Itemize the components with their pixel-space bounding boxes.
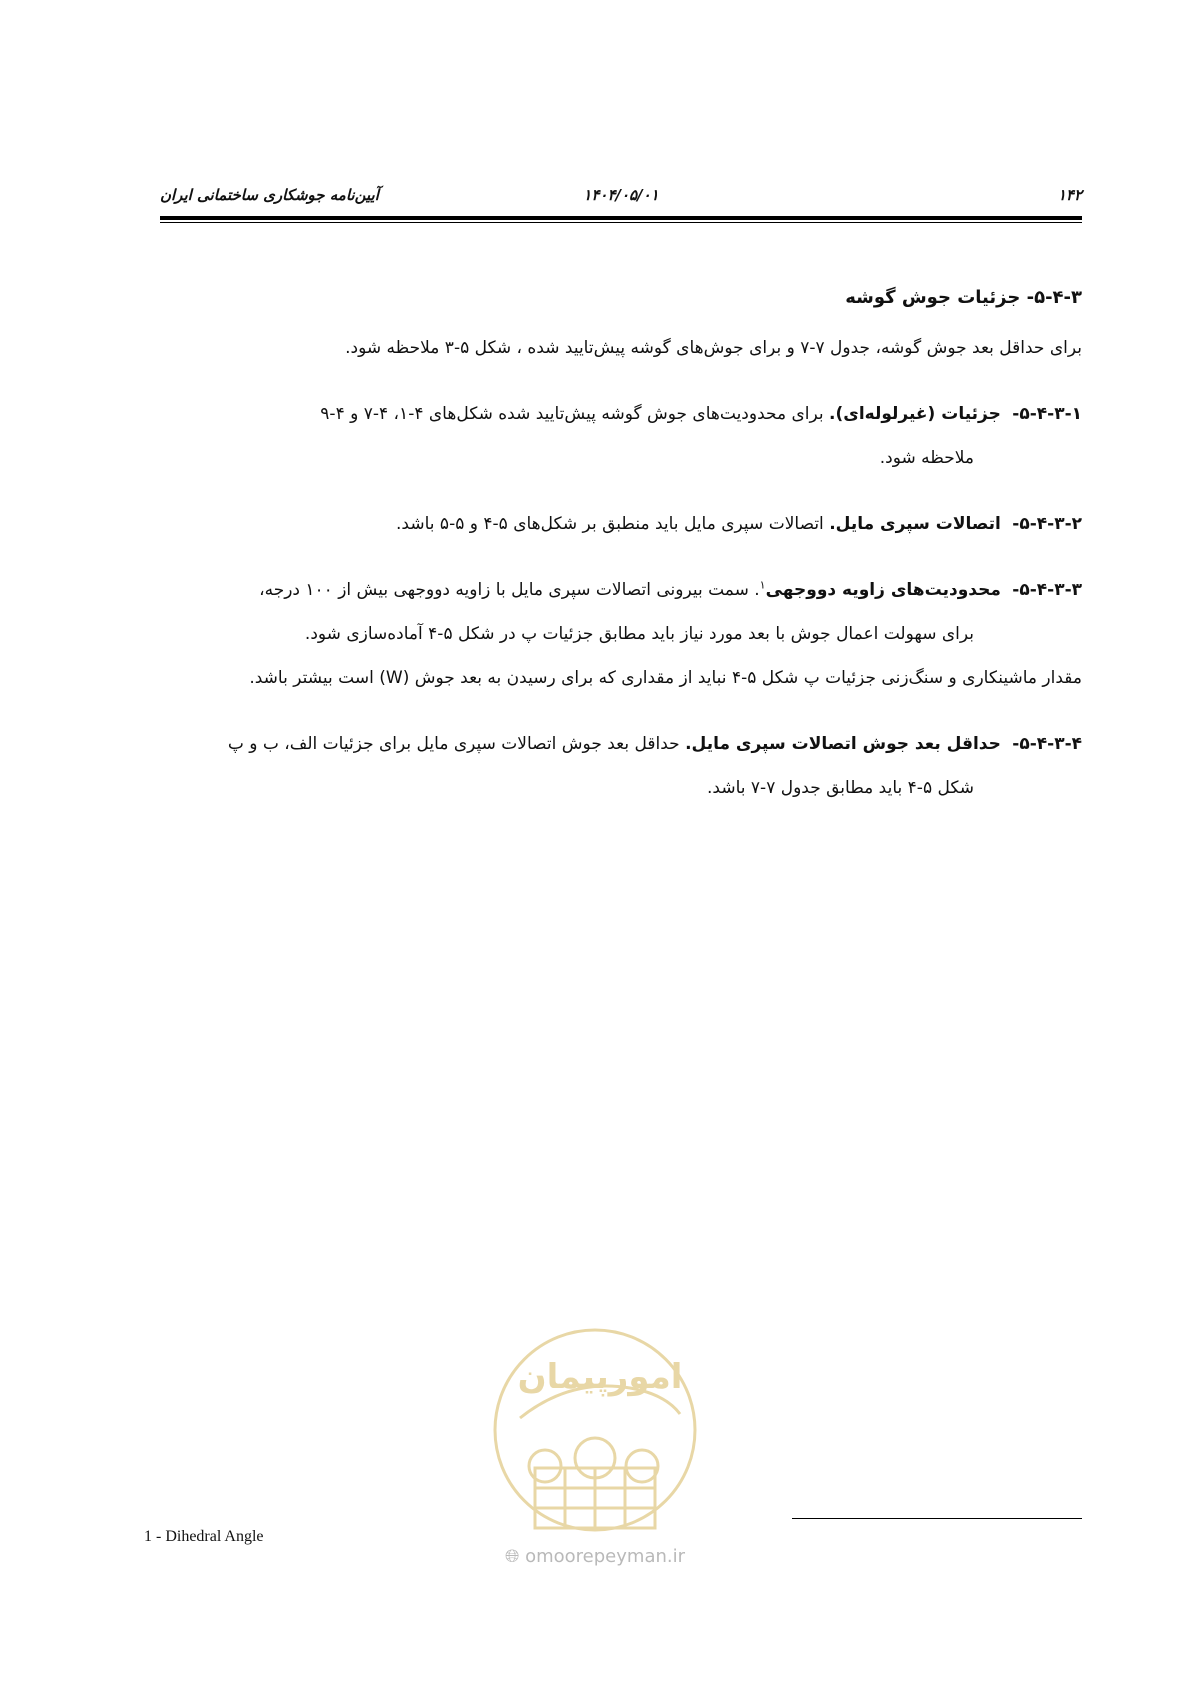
- subsection-number: ۵-۴-۳-۳-: [1012, 580, 1082, 600]
- header-rule-thick: [160, 216, 1082, 220]
- header-date: ۱۴۰۴/۰۵/۰۱: [583, 186, 659, 204]
- subsection-continuation: برای سهولت اعمال جوش با بعد مورد نیاز باید مطابق جزئیات پ در شکل ۵-۴ آماده‌سازی شود.: [304, 624, 974, 644]
- subsection-title: حداقل بعد جوش اتصالات سپری مایل.: [685, 734, 1001, 754]
- book-title: آیین‌نامه جوشکاری ساختمانی ایران: [160, 186, 379, 204]
- header-rule-thin: [160, 222, 1082, 223]
- scales-icon: [529, 1450, 561, 1482]
- subsection-title: اتصالات سپری مایل.: [829, 514, 1001, 534]
- watermark-url: [490, 1546, 700, 1567]
- page-header: [160, 186, 1082, 212]
- machining-paragraph: مقدار ماشینکاری و سنگ‌زنی جزئیات پ شکل ۵-۴ نباید از مقداری که برای رسیدن به بعد جوش (W) است بیشتر باشد.: [249, 668, 1082, 688]
- subsection-text: برای محدودیت‌های جوش گوشه پیش‌تایید شده شکل‌های ۴-۱، ۴-۷ و ۴-۹: [320, 404, 824, 424]
- subsection-text: اتصالات سپری مایل باید منطبق بر شکل‌های ۵-۴ و ۵-۵ باشد.: [396, 514, 824, 534]
- section-number: ۵-۴-۳-: [1026, 287, 1082, 308]
- section-title: جزئیات جوش گوشه: [845, 287, 1021, 308]
- subsection-title: جزئیات (غیرلوله‌ای).: [829, 404, 1001, 424]
- page-content: [148, 276, 1082, 832]
- globe-icon: 🌐︎: [504, 1546, 520, 1567]
- subsection-number: ۵-۴-۳-۴-: [1012, 734, 1082, 754]
- subsection-1: [148, 392, 1082, 480]
- subsection-text: حداقل بعد جوش اتصالات سپری مایل برای جزئیات الف، ب و پ: [227, 734, 680, 754]
- footnote-rule: [792, 1518, 1082, 1519]
- subsection-continuation: شکل ۵-۴ باید مطابق جدول ۷-۷ باشد.: [707, 778, 974, 798]
- section-heading: [148, 276, 1082, 320]
- subsection-2: [148, 502, 1082, 546]
- subsection-title: محدودیت‌های زاویه دووجهی: [765, 580, 1001, 600]
- subsection-4: [148, 722, 1082, 810]
- subsection-number: ۵-۴-۳-۲-: [1012, 514, 1082, 534]
- watermark-logo-text: امورپیمان: [517, 1357, 683, 1397]
- subsection-3: [148, 568, 1082, 656]
- section-intro: برای حداقل بعد جوش گوشه، جدول ۷-۷ و برای جوش‌های گوشه پیش‌تایید شده ، شکل ۵-۳ ملاحظه شود.: [345, 338, 1082, 358]
- subsection-number: ۵-۴-۳-۱-: [1012, 404, 1082, 424]
- watermark-logo: [490, 1318, 700, 1558]
- subsection-text: . سمت بیرونی اتصالات سپری مایل با زاویه دووجهی بیش از ۱۰۰ درجه،: [259, 580, 760, 600]
- footnote-ref: ۱: [759, 578, 766, 592]
- hammer-icon: [626, 1450, 658, 1482]
- footnote: 1 - Dihedral Angle: [144, 1528, 264, 1545]
- page-number: ۱۴۲: [1057, 186, 1082, 204]
- subsection-continuation: ملاحظه شود.: [879, 448, 974, 468]
- watermark-url-text: omoorepeyman.ir: [525, 1546, 686, 1567]
